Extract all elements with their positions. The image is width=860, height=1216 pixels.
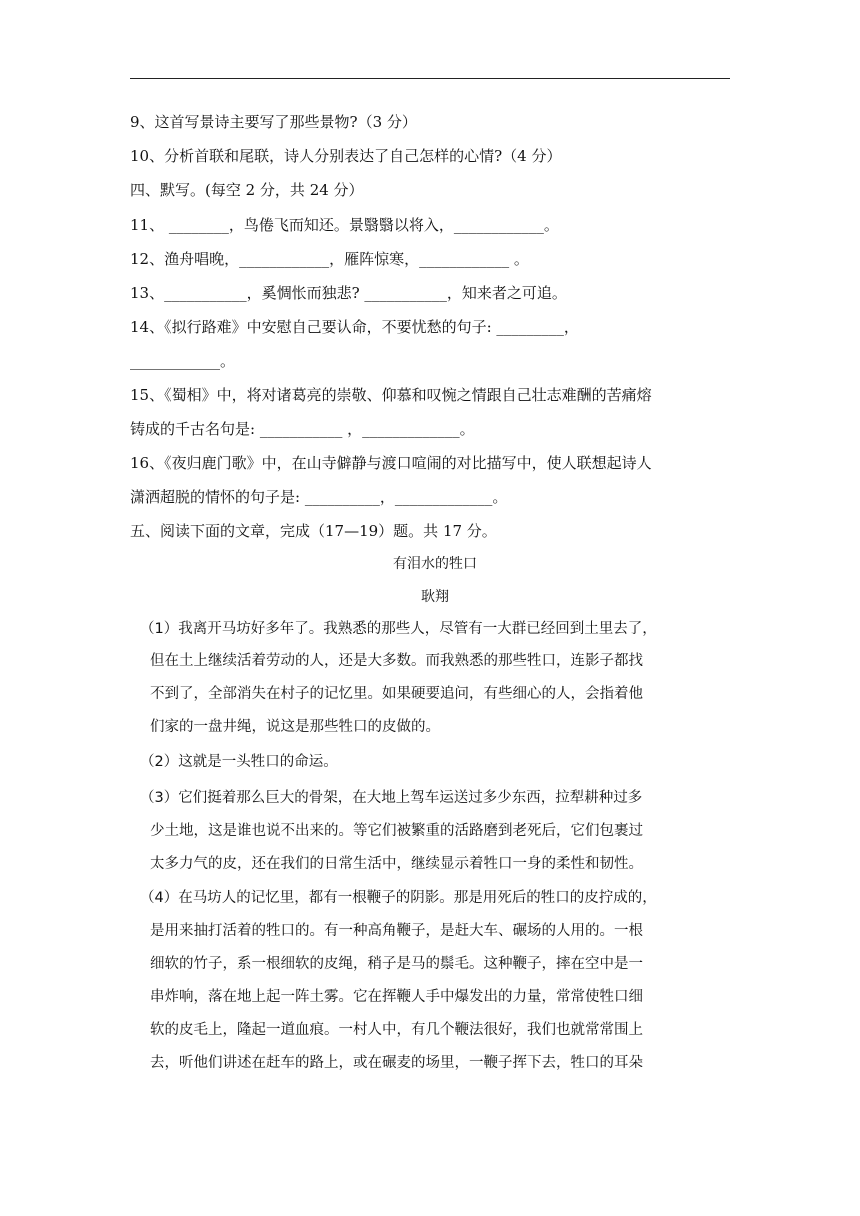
article-line: 们家的一盘井绳，说这是那些牲口的皮做的。	[150, 719, 440, 735]
question-16-line-1: 16、《夜归鹿门歌》中，在山寺僻静与渡口喧闹的对比描写中，使人联想起诗人	[130, 454, 652, 472]
article-line: 不到了，全部消失在村子的记忆里。如果硬要追问，有些细心的人，会指着他	[150, 686, 643, 702]
article-line: 太多力气的皮，还在我们的日常生活中，继续显示着牲口一身的柔性和韧性。	[150, 856, 643, 872]
article-line: 细软的竹子，系一根细软的皮绳，稍子是马的鬃毛。这种鞭子，摔在空中是一	[150, 956, 643, 972]
article-line: 软的皮毛上，隆起一道血痕。一村人中，有几个鞭法很好，我们也就常常围上	[150, 1022, 643, 1038]
article-line: 是用来抽打活着的牲口的。有一种高角鞭子，是赶大车、碾场的人用的。一根	[150, 923, 643, 939]
section-5-heading: 五、阅读下面的文章，完成（17—19）题。共 17 分。	[130, 522, 497, 540]
section-4-heading: 四、默写。(每空 2 分，共 24 分）	[130, 181, 364, 199]
question-14-line-1: 14、《拟行路难》中安慰自己要认命，不要忧愁的句子: _________，	[130, 318, 579, 336]
article-line: （2）这就是一头牲口的命运。	[140, 754, 338, 770]
article-line: 少土地，这是谁也说不出来的。等它们被繁重的活路磨到老死后，它们包裹过	[150, 823, 643, 839]
article-line: （3）它们挺着那么巨大的骨架，在大地上驾车运送过多少东西，拉犁耕种过多	[140, 790, 643, 806]
question-16-line-2: 潇洒超脱的情怀的句子是: __________，_____________。	[130, 488, 508, 506]
question-9: 9、这首写景诗主要写了那些景物?（3 分）	[130, 113, 417, 131]
question-13: 13、___________，奚惆怅而独悲? ___________，知来者之可追。	[130, 284, 567, 302]
article-line: （4）在马坊人的记忆里，都有一根鞭子的阴影。那是用死后的牲口的皮拧成的，	[140, 890, 657, 906]
article-line: 去，听他们讲述在赶车的路上，或在碾麦的场里，一鞭子挥下去，牲口的耳朵	[150, 1055, 643, 1071]
question-11: 11、 ________，鸟倦飞而知还。景翳翳以将入，____________。	[130, 216, 559, 234]
article-line: 但在土上继续活着劳动的人，还是大多数。而我熟悉的那些牲口，连影子都找	[150, 653, 643, 669]
article-author: 耿翔	[421, 589, 449, 605]
question-10: 10、分析首联和尾联，诗人分别表达了自己怎样的心情?（4 分）	[130, 147, 562, 165]
header-rule	[130, 78, 730, 79]
question-15-line-2: 铸成的千古名句是: ___________ ，_____________。	[130, 420, 475, 438]
article-title: 有泪水的牲口	[393, 556, 477, 572]
question-14-line-2: ____________。	[130, 352, 236, 370]
question-15-line-1: 15、《蜀相》中，将对诸葛亮的崇敬、仰慕和叹惋之情跟自己壮志难酬的苦痛熔	[130, 386, 652, 404]
article-line: （1）我离开马坊好多年了。我熟悉的那些人，尽管有一大群已经回到土里去了，	[140, 621, 657, 637]
article-line: 串炸响，落在地上起一阵土雾。它在挥鞭人手中爆发出的力量，常常使牲口细	[150, 989, 643, 1005]
question-12: 12、渔舟唱晚，____________，雁阵惊寒，____________ 。	[130, 250, 529, 268]
